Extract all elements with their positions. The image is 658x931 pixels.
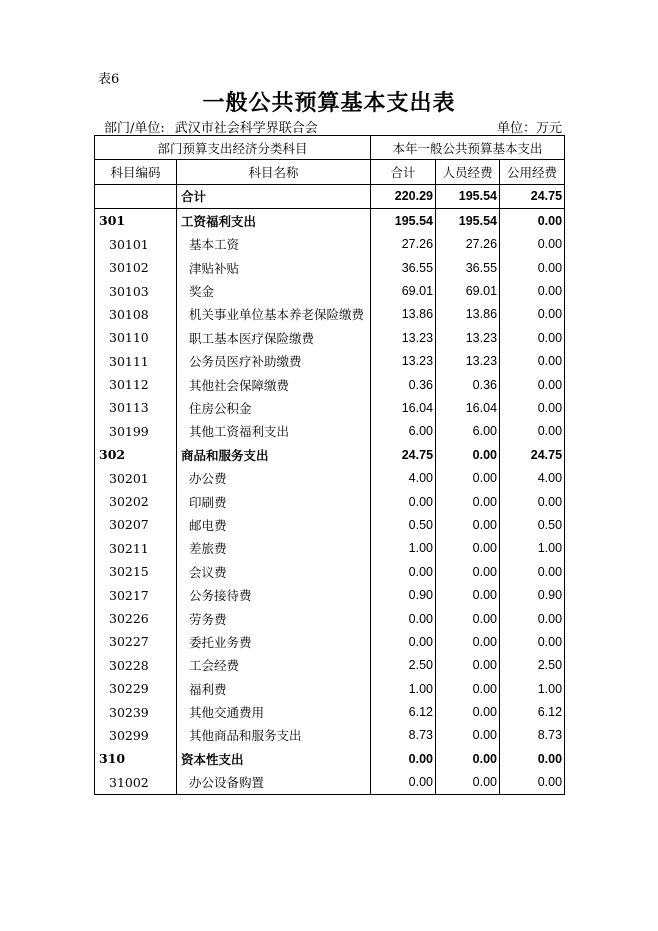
table-row — [95, 747, 565, 770]
row-personnel: 16.04 — [436, 396, 500, 419]
total-name: 合计 — [177, 184, 371, 208]
row-total: 13.23 — [371, 326, 436, 349]
row-total: 13.23 — [371, 350, 436, 373]
budget-table — [94, 135, 565, 795]
row-public: 0.90 — [500, 583, 565, 606]
table-row — [95, 466, 565, 489]
row-name: 机关事业单位基本养老保险缴费 — [177, 303, 371, 326]
row-name: 工资福利支出 — [177, 209, 371, 233]
row-code: 301 — [95, 209, 177, 233]
row-public: 6.12 — [500, 700, 565, 723]
row-public: 0.00 — [500, 630, 565, 653]
row-public: 0.00 — [500, 490, 565, 513]
row-name: 邮电费 — [177, 513, 371, 536]
table-row — [95, 490, 565, 513]
row-name: 住房公积金 — [177, 396, 371, 419]
row-code: 30229 — [95, 677, 177, 700]
row-total: 13.86 — [371, 303, 436, 326]
table-body — [95, 184, 565, 794]
row-name: 公务接待费 — [177, 583, 371, 606]
table-row — [95, 443, 565, 466]
total-code — [95, 184, 177, 208]
row-total: 0.00 — [371, 607, 436, 630]
total-row — [95, 184, 565, 208]
row-total: 0.00 — [371, 560, 436, 583]
row-total: 0.00 — [371, 490, 436, 513]
row-personnel: 0.00 — [436, 560, 500, 583]
row-personnel: 27.26 — [436, 233, 500, 256]
table-row — [95, 209, 565, 233]
row-public: 2.50 — [500, 654, 565, 677]
row-public: 0.00 — [500, 303, 565, 326]
row-public: 8.73 — [500, 724, 565, 747]
row-total: 27.26 — [371, 233, 436, 256]
table-row — [95, 350, 565, 373]
table-row — [95, 233, 565, 256]
row-public: 0.00 — [500, 396, 565, 419]
row-code: 302 — [95, 443, 177, 466]
table-row — [95, 537, 565, 560]
row-code: 30201 — [95, 466, 177, 489]
row-total: 0.50 — [371, 513, 436, 536]
row-code: 30102 — [95, 256, 177, 279]
table-row — [95, 256, 565, 279]
row-code: 30199 — [95, 420, 177, 443]
row-public: 0.50 — [500, 513, 565, 536]
row-personnel: 0.00 — [436, 654, 500, 677]
row-name: 福利费 — [177, 677, 371, 700]
row-code: 30226 — [95, 607, 177, 630]
table-row — [95, 396, 565, 419]
row-name: 资本性支出 — [177, 747, 371, 770]
department-label: 部门/单位: — [104, 121, 165, 136]
unit-label: 单位：万元 — [496, 121, 562, 136]
row-name: 商品和服务支出 — [177, 443, 371, 466]
row-code: 30111 — [95, 350, 177, 373]
row-personnel: 13.23 — [436, 350, 500, 373]
row-public: 24.75 — [500, 443, 565, 466]
row-total: 0.00 — [371, 771, 436, 795]
row-name: 办公费 — [177, 466, 371, 489]
row-public: 0.00 — [500, 607, 565, 630]
row-public: 0.00 — [500, 373, 565, 396]
header-total: 合计 — [371, 160, 436, 184]
row-name: 奖金 — [177, 279, 371, 302]
row-public: 0.00 — [500, 771, 565, 795]
row-code: 30202 — [95, 490, 177, 513]
row-code: 30112 — [95, 373, 177, 396]
row-code: 30101 — [95, 233, 177, 256]
table-row — [95, 607, 565, 630]
row-total: 0.00 — [371, 747, 436, 770]
row-personnel: 0.00 — [436, 630, 500, 653]
row-public: 0.00 — [500, 256, 565, 279]
table-row — [95, 326, 565, 349]
row-total: 0.90 — [371, 583, 436, 606]
row-total: 2.50 — [371, 654, 436, 677]
row-total: 24.75 — [371, 443, 436, 466]
row-total: 1.00 — [371, 677, 436, 700]
header-name: 科目名称 — [177, 160, 371, 184]
page-title: 一般公共预算基本支出表 — [202, 90, 456, 116]
row-total: 195.54 — [371, 209, 436, 233]
row-name: 其他社会保障缴费 — [177, 373, 371, 396]
row-code: 310 — [95, 747, 177, 770]
row-code: 30113 — [95, 396, 177, 419]
total-personnel: 195.54 — [436, 184, 500, 208]
table-row — [95, 373, 565, 396]
row-name: 职工基本医疗保险缴费 — [177, 326, 371, 349]
row-name: 其他商品和服务支出 — [177, 724, 371, 747]
row-name: 津贴补贴 — [177, 256, 371, 279]
row-public: 0.00 — [500, 279, 565, 302]
row-code: 31002 — [95, 771, 177, 795]
table-row — [95, 279, 565, 302]
total-total: 220.29 — [371, 184, 436, 208]
row-code: 30299 — [95, 724, 177, 747]
row-code: 30217 — [95, 583, 177, 606]
table-tag: 表6 — [98, 72, 120, 87]
row-name: 其他工资福利支出 — [177, 420, 371, 443]
row-public: 0.00 — [500, 747, 565, 770]
row-personnel: 0.00 — [436, 513, 500, 536]
row-total: 36.55 — [371, 256, 436, 279]
row-name: 公务员医疗补助缴费 — [177, 350, 371, 373]
header-public: 公用经费 — [500, 160, 565, 184]
row-total: 16.04 — [371, 396, 436, 419]
row-personnel: 0.36 — [436, 373, 500, 396]
row-code: 30110 — [95, 326, 177, 349]
row-public: 0.00 — [500, 350, 565, 373]
row-total: 0.00 — [371, 630, 436, 653]
row-personnel: 195.54 — [436, 209, 500, 233]
table-row — [95, 724, 565, 747]
row-public: 1.00 — [500, 537, 565, 560]
row-personnel: 0.00 — [436, 747, 500, 770]
row-name: 差旅费 — [177, 537, 371, 560]
row-code: 30227 — [95, 630, 177, 653]
row-code: 30239 — [95, 700, 177, 723]
row-total: 6.00 — [371, 420, 436, 443]
row-public: 0.00 — [500, 326, 565, 349]
row-public: 0.00 — [500, 209, 565, 233]
row-public: 0.00 — [500, 420, 565, 443]
row-public: 1.00 — [500, 677, 565, 700]
row-personnel: 13.23 — [436, 326, 500, 349]
row-personnel: 69.01 — [436, 279, 500, 302]
row-total: 4.00 — [371, 466, 436, 489]
header-personnel: 人员经费 — [436, 160, 500, 184]
row-personnel: 6.00 — [436, 420, 500, 443]
row-code: 30207 — [95, 513, 177, 536]
row-personnel: 36.55 — [436, 256, 500, 279]
table-row — [95, 560, 565, 583]
header-group-budget: 本年一般公共预算基本支出 — [371, 136, 565, 160]
row-personnel: 0.00 — [436, 537, 500, 560]
row-code: 30215 — [95, 560, 177, 583]
table-row — [95, 513, 565, 536]
row-personnel: 0.00 — [436, 466, 500, 489]
row-code: 30108 — [95, 303, 177, 326]
table-row — [95, 771, 565, 795]
total-public: 24.75 — [500, 184, 565, 208]
row-total: 1.00 — [371, 537, 436, 560]
row-total: 6.12 — [371, 700, 436, 723]
row-personnel: 13.86 — [436, 303, 500, 326]
row-personnel: 0.00 — [436, 583, 500, 606]
row-name: 会议费 — [177, 560, 371, 583]
table-row — [95, 700, 565, 723]
header-group-classification: 部门预算支出经济分类科目 — [95, 136, 371, 160]
row-personnel: 0.00 — [436, 700, 500, 723]
table-row — [95, 677, 565, 700]
table-row — [95, 654, 565, 677]
row-name: 其他交通费用 — [177, 700, 371, 723]
row-personnel: 0.00 — [436, 607, 500, 630]
row-total: 8.73 — [371, 724, 436, 747]
department-name: 武汉市社会科学界联合会 — [174, 121, 318, 136]
row-total: 69.01 — [371, 279, 436, 302]
row-public: 0.00 — [500, 233, 565, 256]
row-name: 基本工资 — [177, 233, 371, 256]
table-row — [95, 583, 565, 606]
row-code: 30103 — [95, 279, 177, 302]
row-public: 4.00 — [500, 466, 565, 489]
row-code: 30228 — [95, 654, 177, 677]
row-personnel: 0.00 — [436, 490, 500, 513]
row-public: 0.00 — [500, 560, 565, 583]
table-row — [95, 420, 565, 443]
header-code: 科目编码 — [95, 160, 177, 184]
row-personnel: 0.00 — [436, 443, 500, 466]
row-name: 办公设备购置 — [177, 771, 371, 795]
row-personnel: 0.00 — [436, 677, 500, 700]
row-personnel: 0.00 — [436, 771, 500, 795]
row-name: 劳务费 — [177, 607, 371, 630]
row-name: 委托业务费 — [177, 630, 371, 653]
row-personnel: 0.00 — [436, 724, 500, 747]
row-name: 工会经费 — [177, 654, 371, 677]
row-total: 0.36 — [371, 373, 436, 396]
row-name: 印刷费 — [177, 490, 371, 513]
row-code: 30211 — [95, 537, 177, 560]
table-row — [95, 303, 565, 326]
department-line — [104, 117, 318, 136]
table-row — [95, 630, 565, 653]
